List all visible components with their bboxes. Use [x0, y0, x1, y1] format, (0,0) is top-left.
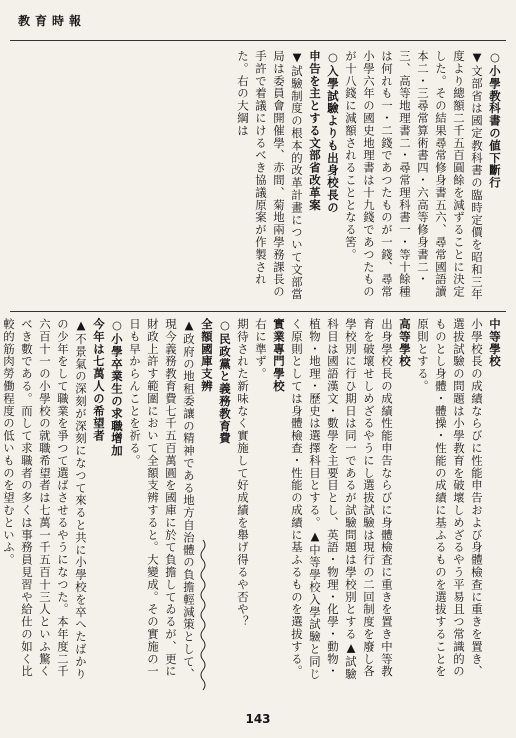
subheading-high-school: 高等學校 — [398, 318, 412, 368]
heading-exam-reform: ○入學試驗よりも出身校長の — [326, 50, 340, 214]
column-rule — [10, 311, 506, 312]
heading-compulsory-education: ○民政黨と義務教育費 — [218, 318, 232, 445]
compulsory-education-body: ▲政府の地租委讓の精神である地方自治體の負擔輕減策として、現今義務教育費七千五百萬圓を國庫に於て負擔してゐるが、更に財政上許す範圍において全額支辨すると。大變成。その實施の一日も早からんことを祈る。 — [128, 318, 196, 681]
subheading-middle-school: 中等學校 — [488, 318, 502, 368]
page-number: 143 — [245, 712, 271, 726]
heading-textbook-price: ○小學教科書の値下斷行 — [488, 50, 502, 189]
article-column-top — [14, 50, 504, 304]
subheading-vocational: 實業專門學校 — [272, 318, 286, 393]
article-column-bottom — [2, 318, 504, 688]
heading-job-seekers: ○小學卒業生の求職增加 — [110, 318, 124, 457]
vocational-body: 右に準ず。 — [254, 318, 268, 380]
textbook-price-body: ▼文部省は國定教科書の臨時定價を昭和三年度より總額二千五百圓餘を減ずることに決定した。その結果尋常修身書五六、尋常國語讀本二・三尋常算術書四・六高等修身書二・三、高等地理書二・尋常理科書一・等十餘種は何れも一・二錢であつたものが一錢、尋常小學六年の國史地理書は十九錢であつたものが十八錢に減額されることとなる筈。 — [344, 50, 484, 301]
high-school-body: 出身學校長の成績性能申告ならびに身體檢査に重きを置き中等教育を破壞せしめざるやうにし選拔試驗は現行の二回制度を廢し各學校別に行ひ期日は同一であるが試驗問題は學校別とする▲試驗科目は國語漢文・數學を主要目とし、英語・物理・化學・動物・植物・地理・歷史は選擇科目とする。▲中等學校入學試驗と同じく原則としては身體檢查・性能の成績に基ふるものを選拔する。 — [290, 318, 394, 681]
exam-reform-body: ▼試驗制度の根本的改革計畫について文部當局は委員會開催學、赤間、菊地兩學務課長の手許で着議にけるべき協議原案が作製された。右の大綱は — [236, 50, 304, 301]
commentary: 期待された新味なく實施して好成績を舉げ得るや否や？ — [236, 318, 250, 628]
job-seekers-body: ▲不景氣の深刻が深刻になつて來ると共に小學校を卒へたばかりの少年をして職業を爭つて選ばさせるやうになつた。本年度二千六百十一の小學校の就職希望者は七萬一千五百十三人といふ驚くべき數である。而して求職者の多くは事務員見習や給仕の如く比較的筋肉勞働程度の低いものを望むといふ。 — [2, 318, 88, 681]
header-rule — [10, 40, 506, 41]
subheading-state-funding: 全額國庫支辨 — [200, 318, 214, 393]
middle-school-body: 小學校長の成績ならびに性能申告および身體檢查に重きを置き、選拔試驗の問題は小學教育を破壞しめざるやう平易且つ常識的のものとし身體・體操・性能の成績に基ふるものを選拔することを原則とする。 — [416, 318, 484, 678]
journal-header: 教育時報 — [18, 14, 87, 28]
heading-exam-reform-sub: 申告を主とする文部省改革案 — [308, 50, 322, 212]
subheading-seventy-thousand: 今年は七萬人の希望者 — [92, 318, 106, 442]
wavy-divider — [185, 540, 221, 690]
